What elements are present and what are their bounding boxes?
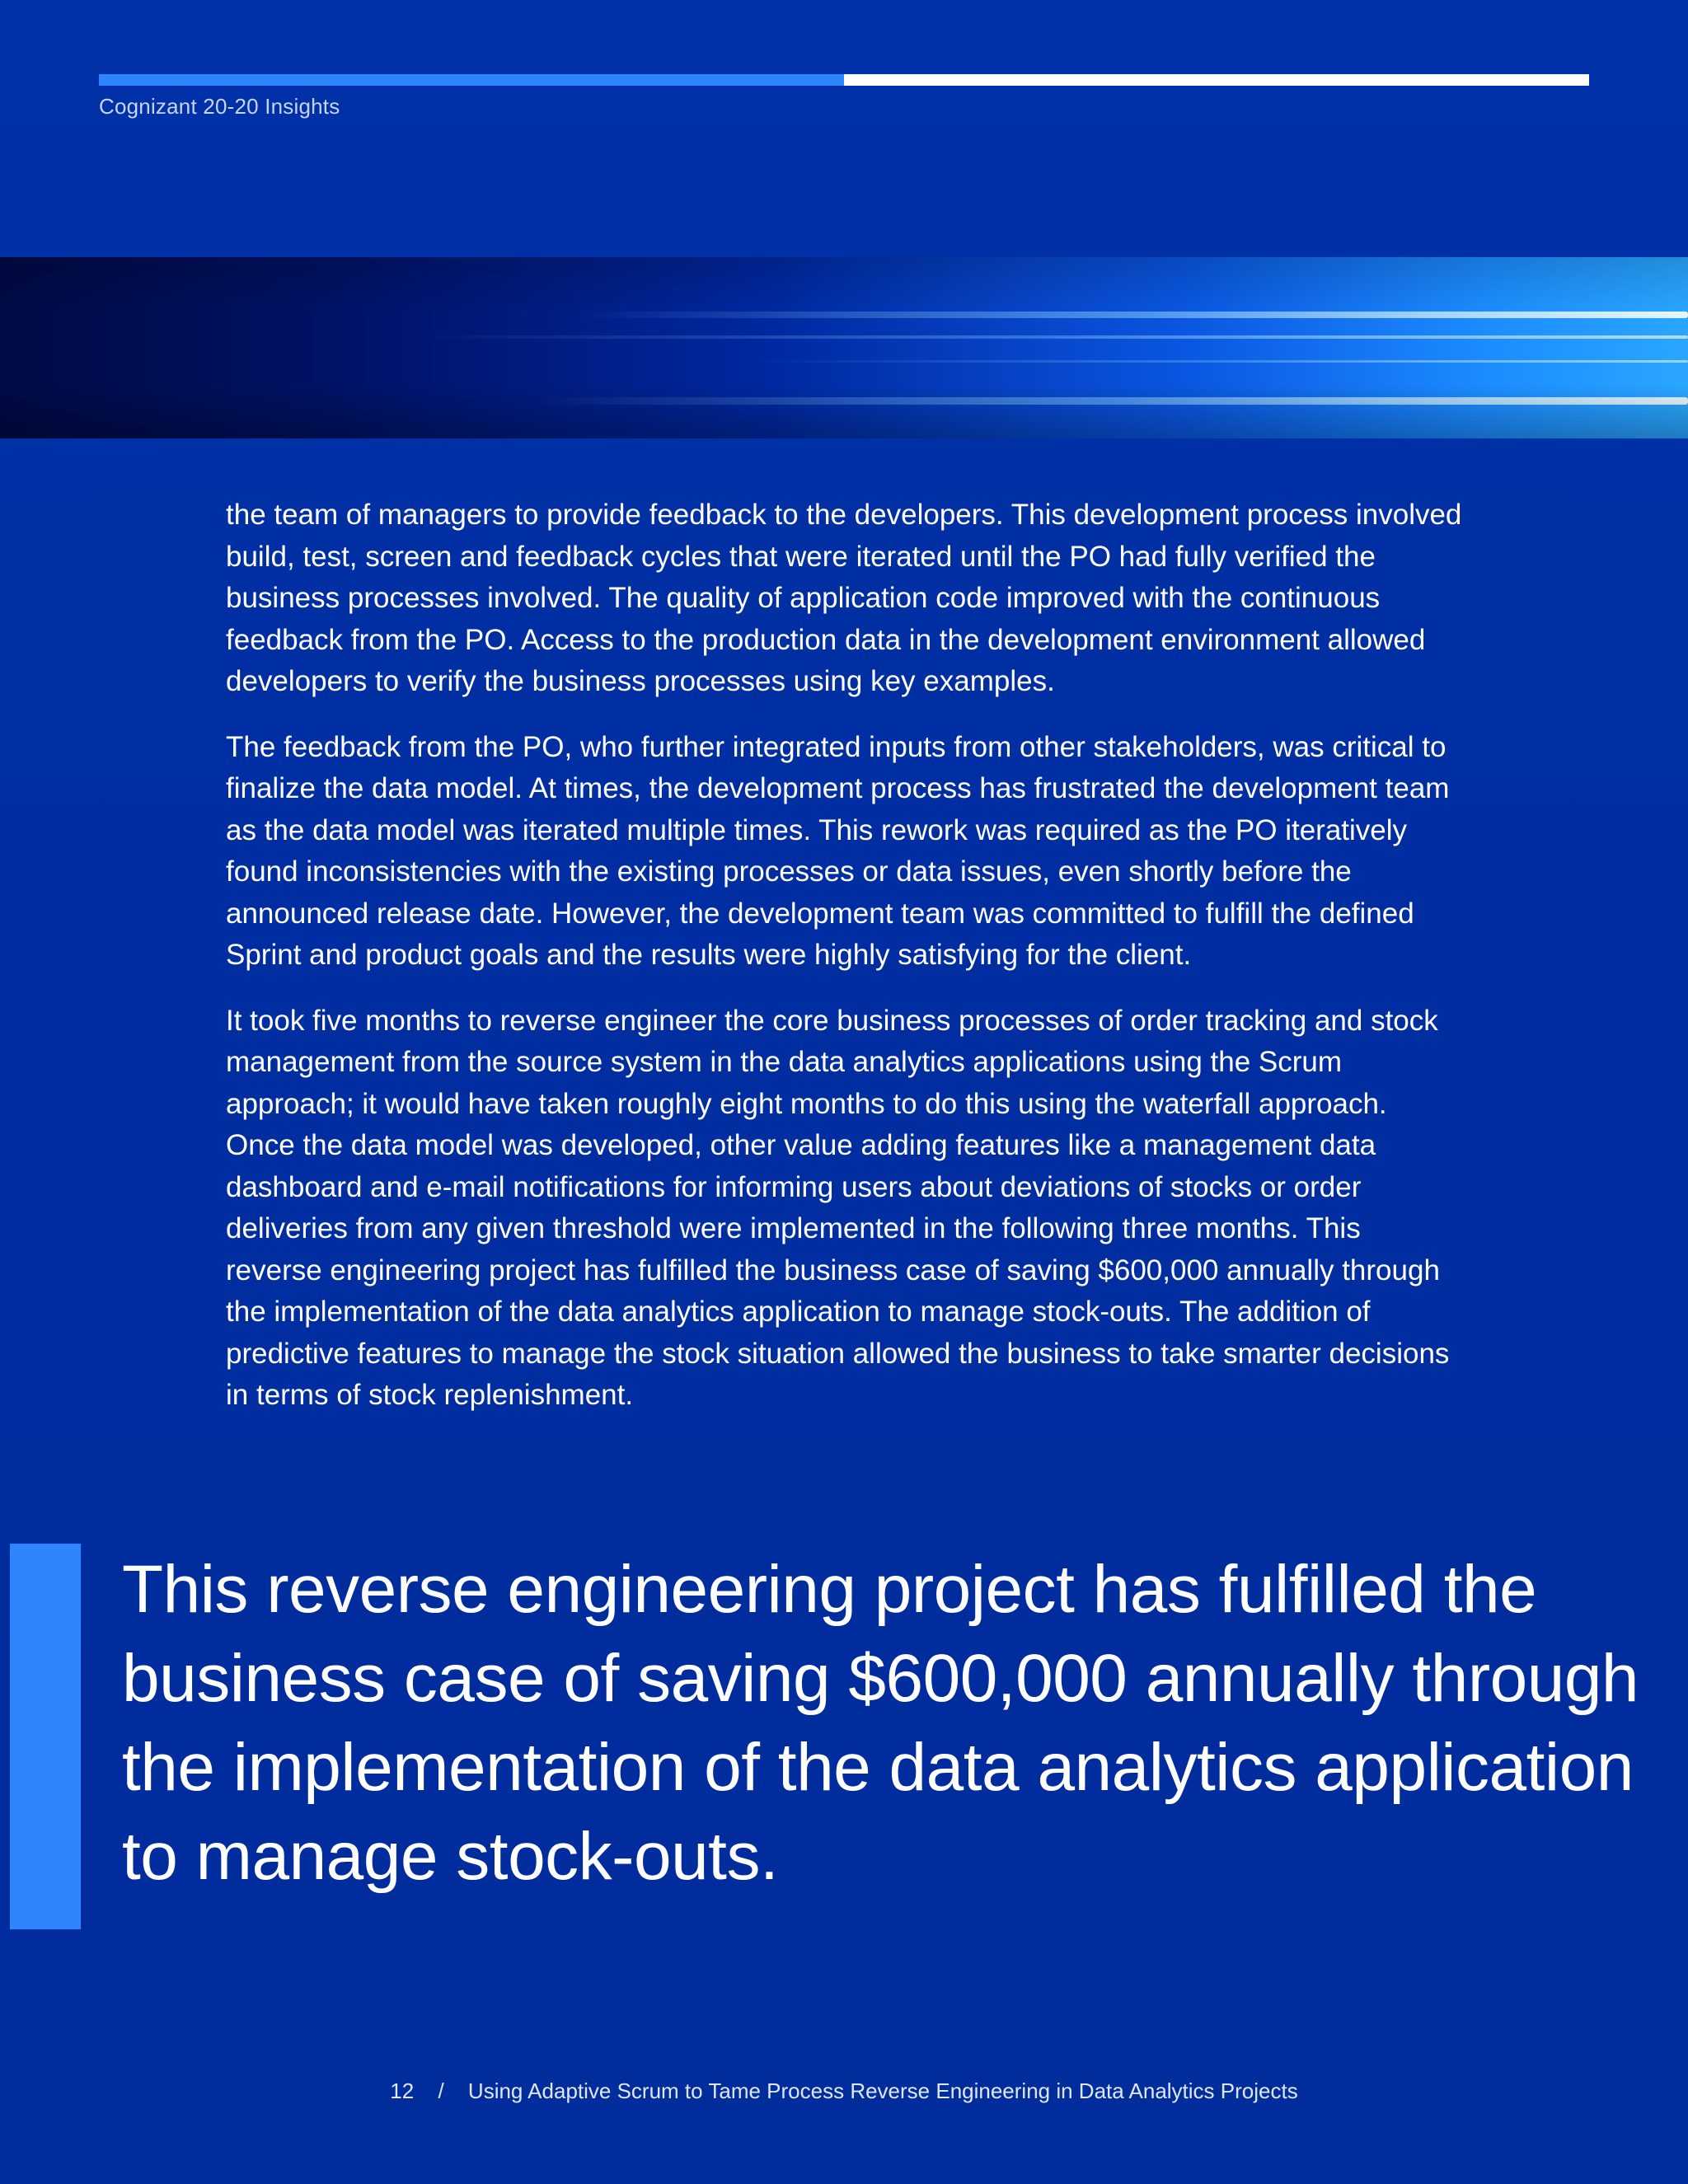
footer-separator: / bbox=[438, 2079, 444, 2103]
light-streak-banner bbox=[0, 257, 1688, 438]
pull-quote: This reverse engineering project has fulfilled the business case of saving $600,000 annually through the implementation of the data analytics application to manage stock-outs. bbox=[122, 1552, 1639, 1894]
body-text bbox=[226, 494, 1462, 1441]
publication-label: Cognizant 20-20 Insights bbox=[99, 94, 340, 119]
pull-quote-accent-bar bbox=[10, 1544, 81, 1929]
header-rule-accent bbox=[99, 74, 844, 86]
body-paragraph: the team of managers to provide feedback to the developers. This development process involved build, test, screen and feedback cycles that were iterated until the PO had fully verified the business processes involved. The quality of application code improved with the continuous feedback from the PO. Access to the production data in the development environment allowed developers to verify the business processes using key examples. bbox=[226, 499, 1462, 697]
header-rule-white bbox=[844, 74, 1589, 86]
page-footer bbox=[0, 2079, 1688, 2104]
body-paragraph: The feedback from the PO, who further integrated inputs from other stakeholders, was critical to finalize the data model. At times, the development process has frustrated the development team as the data model was iterated multiple times. This rework was required as the PO iteratively found inconsistencies with the existing processes or data issues, even shortly before the announced release date. However, the development team was committed to fulfill the defined Sprint and product goals and the results were highly satisfying for the client. bbox=[226, 730, 1450, 971]
banner-shading bbox=[0, 257, 1688, 438]
body-paragraph: It took five months to reverse engineer the core business processes of order tracking and stock management from the source system in the data analytics applications using the Scrum approach; it would have taken roughly eight months to do this using the waterfall approach. Once the data model was developed, other value adding features like a management data dashboard and e-mail notifications for informing users about deviations of stocks or order deliveries from any given threshold were implemented in the following three months. This reverse engineering project has fulfilled the business case of saving $600,000 annually through the implementation of the data analytics application to manage stock-outs. The addition of predictive features to manage the stock situation allowed the business to take smarter decisions in terms of stock replenishment. bbox=[226, 1004, 1450, 1411]
document-title: Using Adaptive Scrum to Tame Process Reverse Engineering in Data Analytics Projects bbox=[467, 2079, 1298, 2103]
page-number: 12 bbox=[390, 2079, 415, 2103]
